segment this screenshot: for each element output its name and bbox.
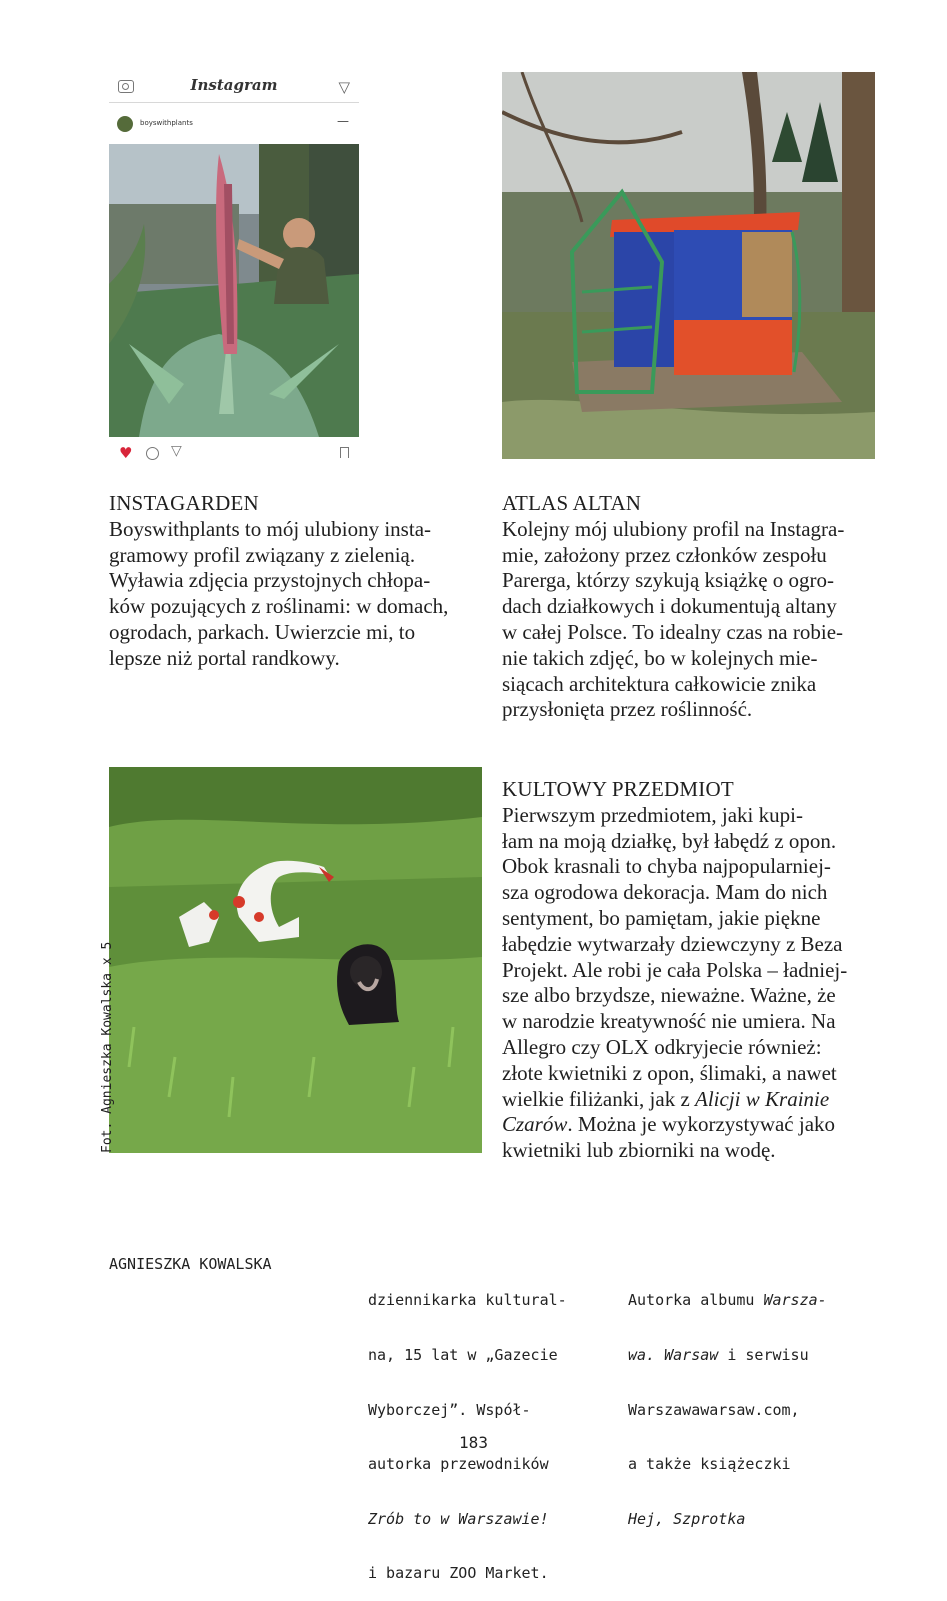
- paragraph-line: łabędzie wytwarzały dziewczyny z Beza: [502, 931, 843, 956]
- bio-line: [368, 1510, 567, 1528]
- text-run: wielkie filiżanki, jak z: [502, 1086, 696, 1111]
- instagram-username: boyswithplants: [140, 119, 193, 127]
- book-title: Czarów: [502, 1112, 568, 1137]
- kultowy-przedmiot-section: [502, 777, 897, 1164]
- instagram-logo: Instagram: [190, 76, 278, 94]
- tire-swan-photo: [109, 767, 482, 1153]
- paragraph-line: w narodzie kreatywność nie umiera. Na: [502, 1009, 836, 1034]
- comment-icon: [146, 447, 159, 460]
- bio-line: dziennikarka kultural-: [368, 1291, 567, 1310]
- send-icon: ▽: [338, 78, 350, 96]
- author-bio-column-1: [368, 1255, 567, 1601]
- kultowy-przedmiot-title: KULTOWY PRZEDMIOT: [502, 777, 734, 801]
- paragraph-line: Kolejny mój ulubiony profil na Instagra-: [502, 516, 845, 541]
- paragraph-line: dach działkowych i dokumentują altany: [502, 594, 837, 619]
- paragraph-line: Allegro czy OLX odkryjecie również:: [502, 1034, 822, 1059]
- paragraph-line: przysłonięta przez roślinność.: [502, 697, 753, 722]
- bio-line: [628, 1510, 827, 1528]
- author-name: AGNIESZKA KOWALSKA: [109, 1255, 272, 1273]
- paragraph-line: sze albo brzydsze, nieważne. Ważne, że: [502, 983, 836, 1008]
- instagram-user-row: [109, 114, 359, 138]
- paragraph-line: Obok krasnali to chyba najpopularniej-: [502, 854, 831, 879]
- atlas-altan-section: [502, 491, 892, 723]
- paragraph-line: mie, założony przez członków zespołu: [502, 542, 827, 567]
- more-icon: —: [337, 114, 349, 128]
- paragraph-line: lepsze niż portal randkowy.: [109, 645, 340, 670]
- avatar: [117, 116, 133, 132]
- page-number: 183: [459, 1433, 488, 1452]
- heart-icon: ♥: [119, 444, 133, 462]
- instagram-actions: [109, 442, 359, 466]
- bio-line: [628, 1346, 827, 1364]
- garden-shed-photo: [502, 72, 875, 459]
- photo-credit: Fot. Agnieszka Kowalska x 5: [100, 941, 115, 1153]
- paragraph-line: łam na moją działkę, był łabędź z opon.: [502, 828, 837, 853]
- bio-line: a także książeczki: [628, 1455, 791, 1474]
- book-title: Hej, Szprotka: [628, 1509, 746, 1528]
- text-run: Autorka albumu: [628, 1291, 764, 1310]
- paragraph-line: sentyment, bo pamiętam, jakie piękne: [502, 905, 821, 930]
- paragraph-line: [502, 1087, 897, 1113]
- author-bio-column-2: [628, 1255, 827, 1546]
- paragraph-line: Projekt. Ale robi je cała Polska – ładniej-: [502, 957, 848, 982]
- bio-line: Wyborczej”. Współ-: [368, 1400, 531, 1419]
- paragraph-line: Boyswithplants to mój ulubiony insta-: [109, 516, 432, 541]
- paragraph-line: siącach architektura całkowicie znika: [502, 671, 817, 696]
- paragraph-line: gramowy profil związany z zielenią.: [109, 542, 416, 567]
- text-run: . Można je wykorzystywać jako: [567, 1112, 836, 1137]
- instagarden-section: [109, 491, 489, 672]
- paragraph-line: ków pozujących z roślinami: w domach,: [109, 594, 449, 619]
- text-run: i serwisu: [718, 1346, 809, 1365]
- atlas-altan-title: ATLAS ALTAN: [502, 491, 642, 515]
- paragraph-line: w całej Polsce. To idealny czas na robie-: [502, 619, 844, 644]
- paragraph-line: sza ogrodowa dekoracja. Mam do nich: [502, 880, 828, 905]
- bookmark-icon: [340, 447, 349, 458]
- instagarden-title: INSTAGARDEN: [109, 491, 259, 515]
- paragraph-line: ogrodach, parkach. Uwierzcie mi, to: [109, 619, 416, 644]
- paragraph-line: [502, 1112, 897, 1138]
- instagram-header: [109, 72, 359, 103]
- book-title: wa. Warsaw: [628, 1346, 719, 1365]
- book-title: Zrób to w Warszawie!: [368, 1509, 549, 1528]
- share-icon: ▽: [171, 443, 182, 459]
- instagram-post-image: [109, 72, 359, 470]
- bio-line: na, 15 lat w „Gazecie: [368, 1346, 558, 1365]
- book-title: Alicji w Krainie: [695, 1086, 830, 1111]
- paragraph-line: Wyławia zdjęcia przystojnych chłopa-: [109, 568, 431, 593]
- bio-line: autorka przewodników: [368, 1455, 549, 1474]
- paragraph-line: nie takich zdjęć, bo w kolejnych mie-: [502, 645, 818, 670]
- book-title: Warsza-: [763, 1291, 827, 1310]
- paragraph-line: Pierwszym przedmiotem, jaki kupi-: [502, 802, 803, 827]
- paragraph-line: kwietniki lub zbiorniki na wodę.: [502, 1138, 776, 1163]
- bio-line: Warszawawarsaw.com,: [628, 1400, 800, 1419]
- bio-line: [628, 1291, 827, 1309]
- paragraph-line: Parerga, którzy szykują książkę o ogro-: [502, 568, 835, 593]
- paragraph-line: złote kwietniki z opon, ślimaki, a nawet: [502, 1060, 837, 1085]
- man-with-plants-photo: [109, 144, 359, 437]
- bio-line: i bazaru ZOO Market.: [368, 1564, 549, 1583]
